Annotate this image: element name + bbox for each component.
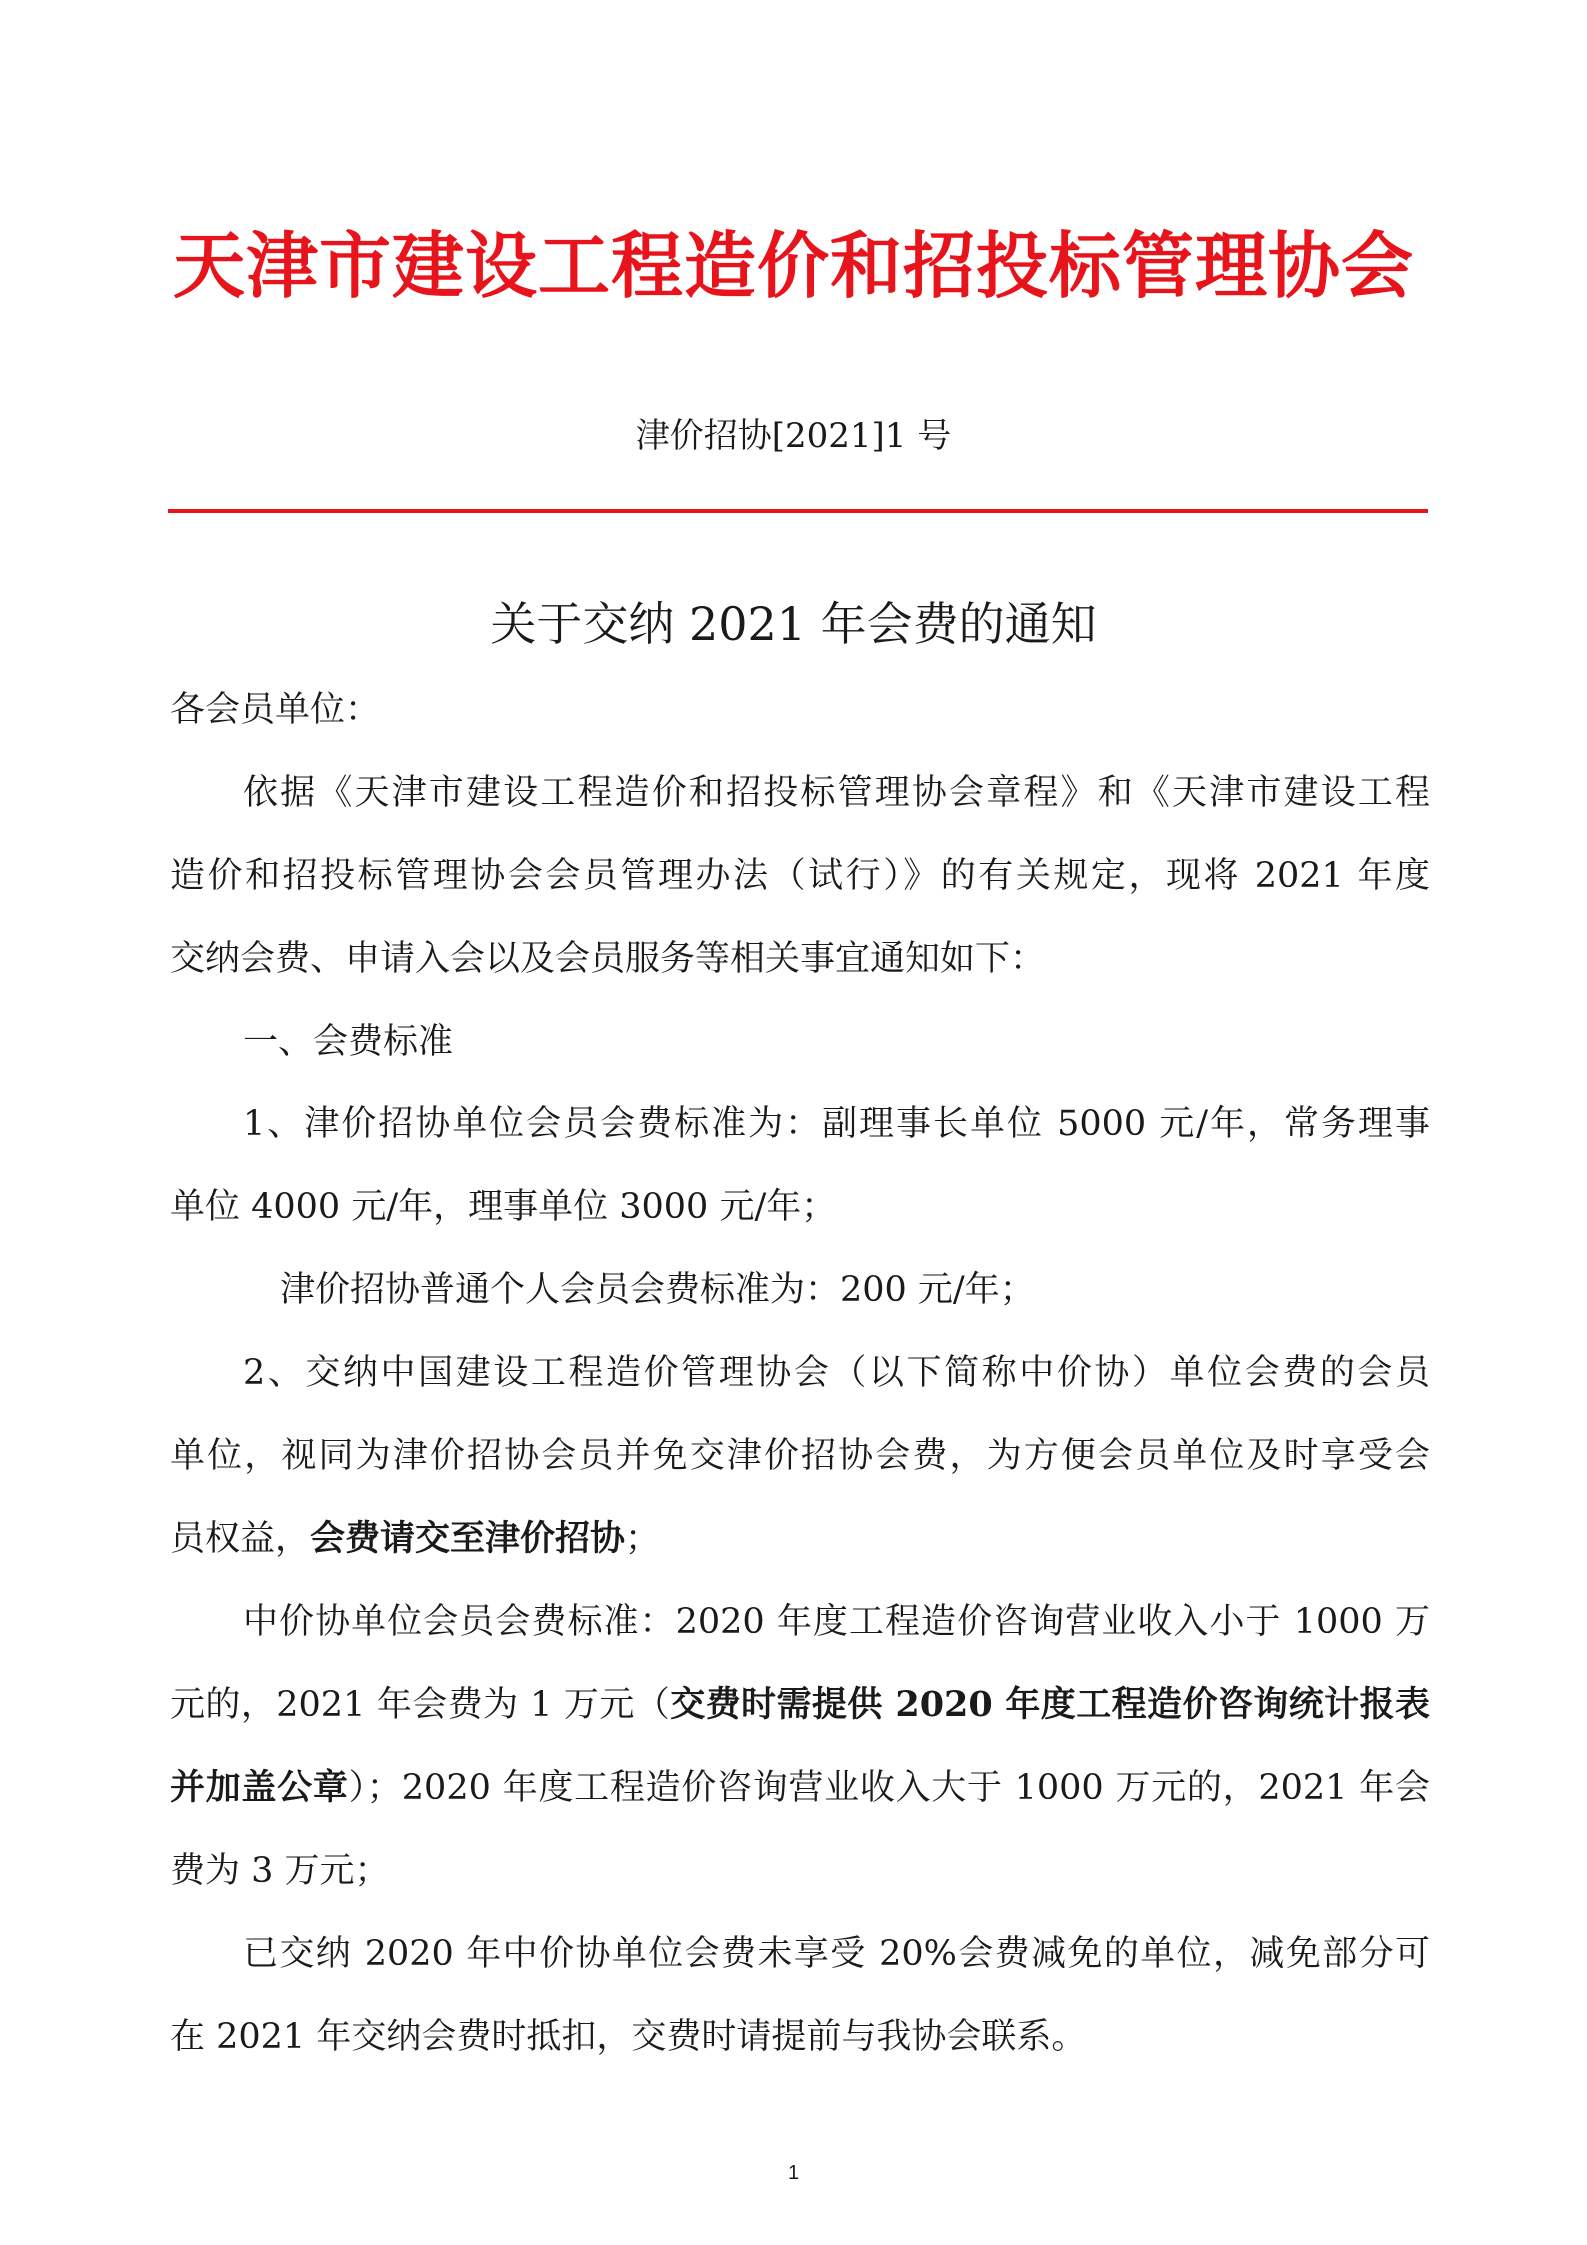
emphasis-text: 交费时需提供 2020 年度工程造价咨询统计报表 — [670, 1684, 1430, 1725]
text-span: 员权益， — [170, 1519, 311, 1559]
notice-title: 关于交纳 2021 年会费的通知 — [490, 597, 1097, 651]
text-span: ）；2020 年度工程造价咨询营业收入大于 1000 万元的，2021 年会 — [348, 1768, 1430, 1808]
paragraph-line: 单位 4000 元/年，理事单位 3000 元/年； — [170, 1187, 837, 1227]
paragraph-line — [170, 1511, 660, 1561]
page-number: 1 — [787, 2162, 800, 2184]
paragraph-line: 津价招协普通个人会员会费标准为：200 元/年； — [280, 1270, 1035, 1310]
section-heading: 一、会费标准 — [243, 1022, 454, 1062]
document-number: 津价招协[2021]1 号 — [635, 416, 952, 456]
paragraph-line: 2、交纳中国建设工程造价管理协会（以下简称中价协）单位会费的会员 — [243, 1353, 1430, 1393]
paragraph-line: 费为 3 万元； — [170, 1851, 390, 1891]
text-span: 元的，2021 年会费为 1 万元（ — [170, 1685, 671, 1725]
organization-title: 天津市建设工程造价和招投标管理协会 — [172, 223, 1414, 308]
paragraph-line: 造价和招投标管理协会会员管理办法（试行）》的有关规定，现将 2021 年度 — [170, 856, 1430, 896]
emphasis-text: 会费请交至津价招协 — [310, 1518, 626, 1559]
red-divider — [168, 509, 1428, 513]
paragraph-line: 单位，视同为津价招协会员并免交津价招协会费，为方便会员单位及时享受会 — [170, 1436, 1430, 1476]
paragraph-line — [170, 1677, 1430, 1727]
paragraph-line — [170, 1760, 1430, 1810]
emphasis-text: 并加盖公章 — [170, 1767, 349, 1808]
paragraph-line: 交纳会费、申请入会以及会员服务等相关事宜通知如下： — [170, 939, 1046, 979]
paragraph-line: 在 2021 年交纳会费时抵扣，交费时请提前与我协会联系。 — [170, 2017, 1087, 2057]
text-span: ； — [625, 1519, 661, 1559]
paragraph-line: 已交纳 2020 年中价协单位会费未享受 20%会费减免的单位，减免部分可 — [243, 1934, 1430, 1974]
salutation: 各会员单位： — [170, 690, 381, 730]
paragraph-line: 1、津价招协单位会员会费标准为：副理事长单位 5000 元/年，常务理事 — [243, 1104, 1430, 1144]
paragraph-line: 中价协单位会员会费标准：2020 年度工程造价咨询营业收入小于 1000 万 — [243, 1602, 1430, 1642]
paragraph-line: 依据《天津市建设工程造价和招投标管理协会章程》和《天津市建设工程 — [243, 773, 1430, 813]
